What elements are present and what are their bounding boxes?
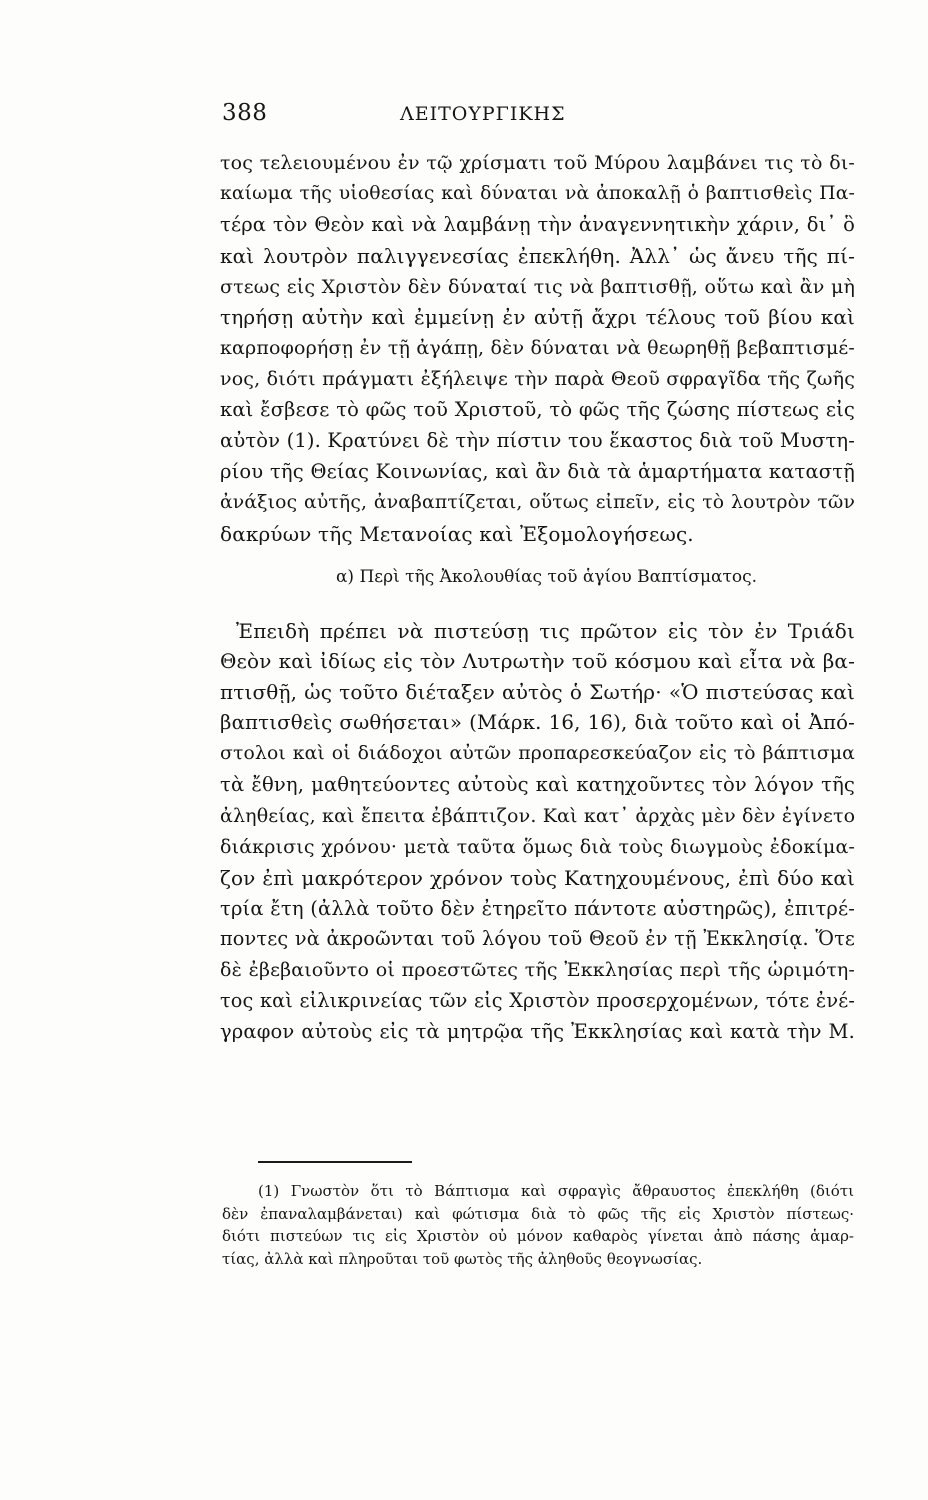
text-line: αὐτὸν (1). Κρατύνει δὲ τὴν πίστιν του ἕκαστος διὰ τοῦ Μυστη-	[220, 429, 855, 453]
text-line: ζον ἐπὶ μακρότερον χρόνον τοὺς Κατηχουμένους, ἐπὶ δύο καὶ	[220, 865, 855, 890]
paragraph-2	[220, 616, 855, 1048]
text-line: τέρα τὸν Θεὸν καὶ νὰ λαμβάνῃ τὴν ἀναγεννητικὴν χάριν, δι᾽ ὃ	[220, 212, 855, 236]
footnote-line: διότι πιστεύων τις εἰς Χριστὸν οὐ μόνον καθαρὸς γίνεται ἀπὸ πάσης ἁμαρ-	[222, 1227, 854, 1245]
text-line: γραφον αὐτοὺς εἰς τὰ μητρῷα τῆς Ἐκκλησίας καὶ κατὰ τὴν Μ.	[220, 1020, 855, 1044]
text-line: στολοι καὶ οἱ διάδοχοι αὐτῶν προπαρεσκεύαζον εἰς τὸ βάπτισμα	[220, 743, 855, 765]
text-line: καρποφορήσῃ ἐν τῇ ἀγάπῃ, δὲν δύναται νὰ θεωρηθῇ βεβαπτισμέ-	[220, 337, 855, 360]
main-text	[220, 148, 855, 1048]
text-line: καὶ λουτρὸν παλιγγενεσίας ἐπεκλήθη. Ἀλλ᾽ ὡς ἄνευ τῆς πί-	[220, 243, 855, 268]
text-line: ποντες νὰ ἀκροῶνται τοῦ λόγου τοῦ Θεοῦ ἐν τῇ Ἐκκλησίᾳ. Ὅτε	[220, 927, 855, 951]
text-line: καίωμα τῆς υἱοθεσίας καὶ δύναται νὰ ἀποκαλῇ ὁ βαπτισθεὶς Πα-	[220, 182, 855, 204]
footnote	[222, 1180, 854, 1270]
footnote-rule	[258, 1161, 412, 1163]
text-line: στεως εἰς Χριστὸν δὲν δύναταί τις νὰ βαπτισθῇ, οὕτω καὶ ἂν μὴ	[220, 275, 855, 298]
text-line: τος καὶ εἰλικρινείας τῶν εἰς Χριστὸν προσερχομένων, τότε ἐνέ-	[220, 989, 855, 1013]
text-line: πτισθῇ, ὡς τοῦτο διέταξεν αὐτὸς ὁ Σωτήρ· «Ὁ πιστεύσας καὶ	[220, 680, 855, 705]
text-line: ἀληθείας, καὶ ἔπειτα ἐβάπτιζον. Καὶ κατ᾽ ἀρχὰς μὲν δὲν ἐγίνετο	[220, 804, 856, 827]
text-line: Θεὸν καὶ ἰδίως εἰς τὸν Λυτρωτὴν τοῦ κόσμου καὶ εἶτα νὰ βα-	[220, 649, 855, 674]
text-line: ρίου τῆς Θείας Κοινωνίας, καὶ ἂν διὰ τὰ ἁμαρτήματα καταστῇ	[220, 459, 855, 483]
footnote-line: (1) Γνωστὸν ὅτι τὸ Βάπτισμα καὶ σφραγὶς ἄθραυστος ἐπεκλήθη (διότι	[258, 1182, 854, 1200]
page-header	[222, 100, 852, 140]
footnote-line: τίας, ἀλλὰ καὶ πληροῦται τοῦ φωτὸς τῆς ἀληθοῦς θεογνωσίας.	[222, 1249, 703, 1268]
running-title: ΛΕΙΤΟΥΡΓΙΚΗΣ	[400, 103, 566, 125]
text-line: Ἐπειδὴ πρέπει νὰ πιστεύσῃ τις πρῶτον εἰς τὸν ἐν Τριάδι	[236, 618, 855, 643]
text-line: δακρύων τῆς Μετανοίας καὶ Ἐξομολογήσεως.	[220, 521, 694, 546]
text-line: βαπτισθεὶς σωθήσεται» (Μάρκ. 16, 16), διὰ τοῦτο καὶ οἱ Ἀπό-	[220, 711, 855, 735]
text-line: τρία ἔτη (ἀλλὰ τοῦτο δὲν ἐτηρεῖτο πάντοτε αὐστηρῶς), ἐπιτρέ-	[220, 896, 855, 920]
section-heading: α) Περὶ τῆς Ἀκολουθίας τοῦ ἁγίου Βαπτίσματος.	[335, 566, 758, 587]
text-line: δὲ ἐβεβαιοῦντο οἱ προεστῶτες τῆς Ἐκκλησίας περὶ τῆς ὡριμότη-	[220, 959, 855, 982]
text-line: τηρήσῃ αὐτὴν καὶ ἐμμείνῃ ἐν αὐτῇ ἄχρι τέλους τοῦ βίου καὶ	[220, 305, 855, 330]
text-line: τὰ ἔθνη, μαθητεύοντες αὐτοὺς καὶ κατηχοῦντες τὸν λόγον τῆς	[220, 773, 855, 797]
text-line: καὶ ἔσβεσε τὸ φῶς τοῦ Χριστοῦ, τὸ φῶς τῆς ζώσης πίστεως εἰς	[220, 398, 855, 422]
text-line: διάκρισις χρόνου· μετὰ ταῦτα ὅμως διὰ τοὺς διωγμοὺς ἐδοκίμα-	[220, 835, 855, 858]
page-number: 388	[222, 100, 268, 126]
text-line: ἀνάξιος αὐτῆς, ἀναβαπτίζεται, οὕτως εἰπεῖν, εἰς τὸ λουτρὸν τῶν	[220, 491, 855, 513]
footnote-line: δὲν ἐπαναλαμβάνεται) καὶ φώτισμα διὰ τὸ φῶς τῆς εἰς Χριστὸν πίστεως·	[222, 1204, 854, 1223]
text-line: νος, διότι πράγματι ἐξήλειψε τὴν παρὰ Θεοῦ σφραγῖδα τῆς ζωῆς	[220, 368, 855, 391]
paragraph-1	[220, 148, 855, 550]
text-line: τος τελειουμένου ἐν τῷ χρίσματι τοῦ Μύρου λαμβάνει τις τὸ δι-	[220, 152, 855, 174]
